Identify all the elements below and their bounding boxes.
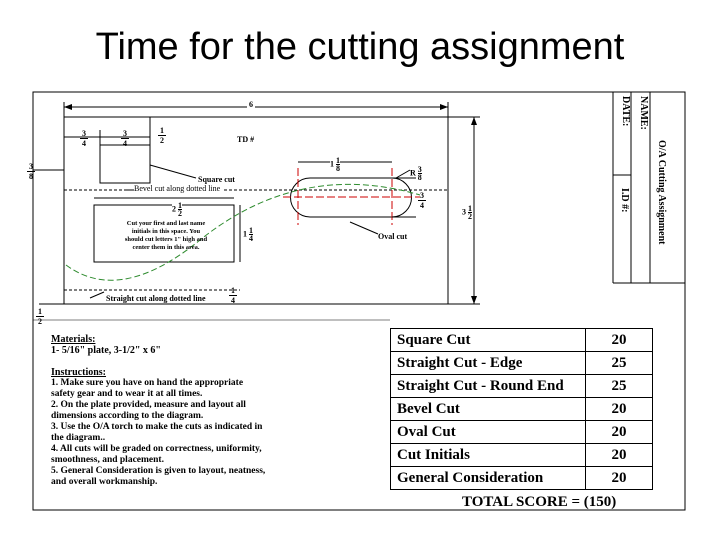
dim-slot-length: 1 $\frac{1}{8}$ (330, 156, 340, 173)
title-block-name: NAME: (638, 96, 649, 130)
dim-bottom-left: 1 2 (38, 307, 42, 326)
instruction-line: 2. On the plate provided, measure and layout all (51, 400, 246, 410)
instruction-line: 3. Use the O/A torch to make the cuts as indicated in (51, 422, 263, 432)
dim-initials-height: 1 $\frac{1}{4}$ (243, 226, 253, 243)
total-score: TOTAL SCORE = (150) (462, 494, 617, 510)
oval-cut-label: Oval cut (378, 232, 408, 241)
instruction-line: safety gear and to wear it at all times. (51, 389, 203, 399)
title-block-date: DATE: (620, 96, 631, 127)
dim-straight-edge: 1 4 (231, 286, 235, 305)
instruction-line: the diagram.. (51, 433, 106, 443)
dim-initials-width: 2 $\frac{1}{2}$ (172, 201, 182, 218)
score-points: 20 (586, 421, 653, 444)
materials-line: 1- 5/16" plate, 3-1/2" x 6" (51, 345, 161, 356)
table-row (391, 421, 653, 444)
dim-square-to-edge: 1 2 (160, 126, 164, 145)
instruction-line: 1. Make sure you have on hand the appropriate (51, 378, 244, 388)
instruction-line: 4. All cuts will be graded on correctness, uniformity, (51, 444, 262, 454)
instruction-line: smoothness, and placement. (51, 455, 164, 465)
square-cut-label: Square cut (198, 175, 235, 184)
td-label: TD # (237, 135, 255, 144)
table-row (391, 398, 653, 421)
instruction-line: dimensions according to the diagram. (51, 411, 204, 421)
instructions-heading: Instructions: (51, 367, 107, 378)
straight-cut-label: Straight cut along dotted line (106, 294, 206, 303)
score-label: Cut Initials (391, 444, 586, 467)
title-block-assignment: O/A Cutting Assignment (656, 140, 667, 245)
score-points: 20 (586, 329, 653, 352)
instruction-line: and overall workmanship. (51, 477, 158, 487)
table-row (391, 444, 653, 467)
initials-note: Cut your first and last name initials in this space. You should cut letters 1" high and center them in this area. (124, 220, 208, 251)
title-block-id: I.D #: (619, 188, 630, 213)
dim-square-width: 3 4 (123, 129, 127, 148)
dim-left-margin: 3 4 (82, 129, 86, 148)
bevel-cut-label: Bevel cut along dotted line (134, 184, 221, 193)
dim-slot-radius: R $\frac{3}{8}$ (410, 165, 422, 182)
score-label: General Consideration (391, 467, 586, 490)
score-points: 20 (586, 467, 653, 490)
score-table (390, 328, 653, 490)
score-label: Square Cut (391, 329, 586, 352)
score-label: Straight Cut - Edge (391, 352, 586, 375)
table-row (391, 375, 653, 398)
dim-slot-gap: 3 4 (420, 191, 424, 210)
table-row (391, 329, 653, 352)
dim-top-left: 3 8 (29, 162, 33, 181)
score-points: 20 (586, 398, 653, 421)
table-row (391, 467, 653, 490)
table-row (391, 352, 653, 375)
score-points: 25 (586, 375, 653, 398)
score-label: Oval Cut (391, 421, 586, 444)
slide-title: Time for the cutting assignment (95, 26, 625, 68)
dim-overall-width: 6 (249, 100, 253, 109)
score-label: Straight Cut - Round End (391, 375, 586, 398)
instruction-line: 5. General Consideration is given to layout, neatness, (51, 466, 266, 476)
square-cut-shape (100, 145, 150, 183)
score-points: 20 (586, 444, 653, 467)
score-label: Bevel Cut (391, 398, 586, 421)
score-points: 25 (586, 352, 653, 375)
dim-overall-height: 3 $\frac{1}{2}$ (462, 204, 472, 221)
materials-heading: Materials: (51, 334, 96, 345)
